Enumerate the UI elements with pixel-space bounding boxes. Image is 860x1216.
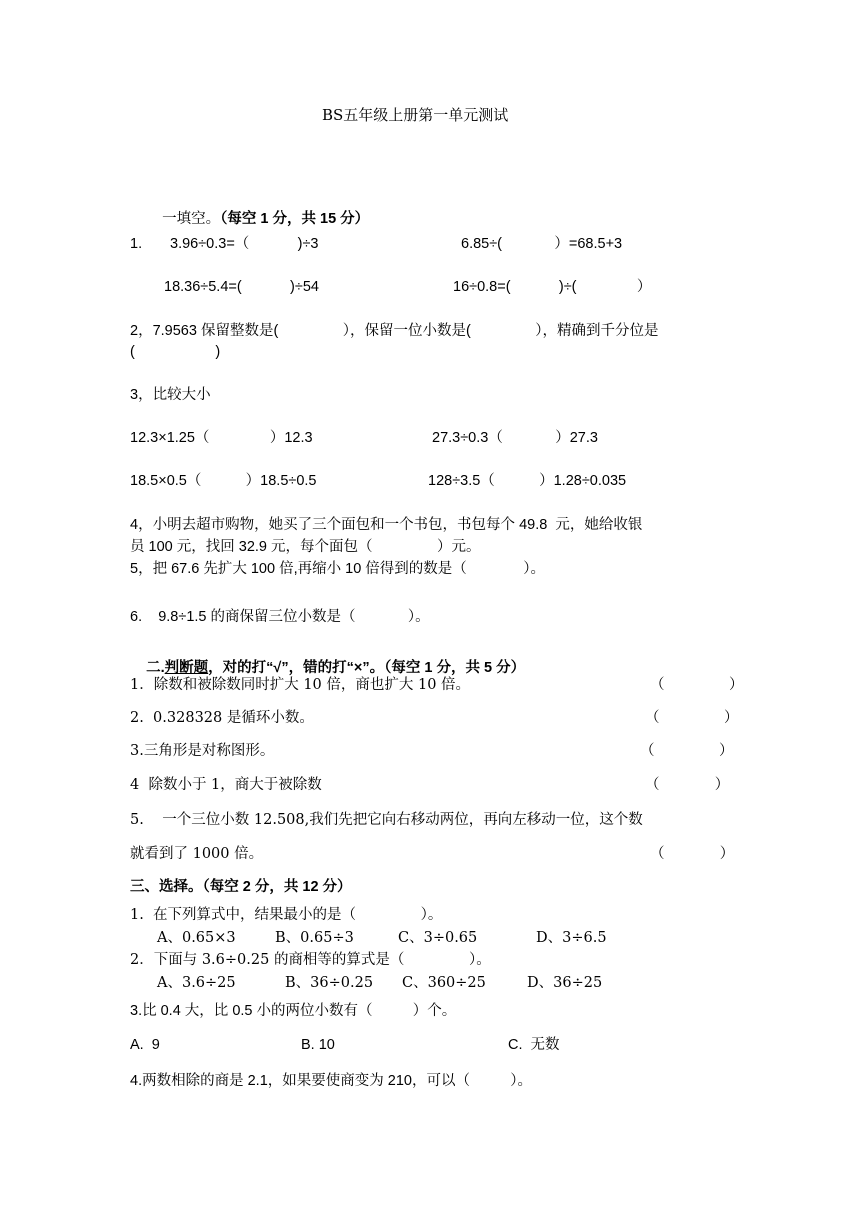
q4-line1: 4，小明去超市购物，她买了三个面包和一个书包，书包每个 49.8 元，她给收银 [130, 517, 643, 533]
q5-text: 5，把 67.6 先扩大 100 倍,再缩小 10 倍得到的数是（ ）。 [130, 561, 545, 577]
choice-q1-option-a: A、0.65×3 [157, 930, 236, 946]
judge-paren-3: （ ） [640, 743, 734, 759]
q3-label: 3，比较大小 [130, 387, 211, 403]
choice-q1-option-b: B、0.65÷3 [275, 930, 354, 946]
choice-q3-option-c: C. 无数 [508, 1037, 560, 1053]
q3-item-d: 128÷3.5（ ）1.28÷0.035 [428, 473, 627, 489]
choice-q1-stem: 1. 在下列算式中，结果最小的是（ ）。 [130, 907, 443, 923]
choice-q2-option-a: A、3.6÷25 [157, 975, 236, 991]
judge-item-4: 4 除数小于 1，商大于被除数 [130, 777, 322, 793]
judge-item-3: 3.三角形是对称图形。 [130, 743, 275, 759]
section2-underlined: 判断题 [164, 660, 209, 676]
judge-item-2: 2. 0.328328 是循环小数。 [130, 710, 314, 726]
choice-q2-option-b: B、36÷0.25 [285, 975, 374, 991]
q3-item-c: 18.5×0.5（ ）18.5÷0.5 [130, 473, 317, 489]
q4-line2: 员 100 元，找回 32.9 元，每个面包（ ）元。 [130, 539, 481, 555]
judge-item-6: 就看到了 1000 倍。 [130, 846, 264, 862]
q2-line1: 2，7.9563 保留整数是( ），保留一位小数是( ），精确到千分位是 [130, 323, 659, 339]
choice-q3-option-b: B. 10 [301, 1037, 335, 1053]
choice-q2-stem: 2．下面与 3.6÷0.25 的商相等的算式是（ ）。 [130, 952, 491, 968]
q1-item-b: 6.85÷( ）=68.5+3 [461, 236, 623, 252]
choice-q4-stem: 4.两数相除的商是 2.1，如果要使商变为 210，可以（ ）。 [130, 1073, 533, 1089]
section2-prefix: 二. [146, 660, 165, 676]
judge-paren-1: （ ） [650, 677, 744, 693]
q3-item-b: 27.3÷0.3（ ）27.3 [432, 430, 598, 446]
judge-item-5: 5. 一个三位小数 12.508,我们先把它向右移动两位，再向左移动一位，这个数 [130, 812, 643, 828]
choice-q1-option-d: D、3÷6.5 [536, 930, 607, 946]
section3-heading: 三、选择。（每空 2 分，共 12 分） [130, 879, 352, 895]
choice-q1-option-c: C、3÷0.65 [398, 930, 478, 946]
page-title: BS五年级上册第一单元测试 [322, 106, 509, 124]
choice-q2-option-c: C、360÷25 [402, 975, 486, 991]
judge-paren-4: （ ） [645, 777, 730, 793]
section1-note: （每空 1 分，共 15 分） [220, 211, 370, 227]
judge-item-1: 1．除数和被除数同时扩大 10 倍，商也扩大 10 倍。 [130, 677, 471, 693]
judge-paren-6: （ ） [650, 846, 735, 862]
section2-rest: ，对的打“√”，错的打“×”。（每空 1 分，共 5 分） [208, 660, 526, 676]
q2-line2: ( ) [130, 344, 221, 360]
choice-q2-option-d: D、36÷25 [527, 975, 603, 991]
q1-item-c: 18.36÷5.4=( )÷54 [164, 279, 319, 295]
q3-item-a: 12.3×1.25（ ）12.3 [130, 430, 313, 446]
choice-q3-stem: 3.比 0.4 大，比 0.5 小的两位小数有（ ）个。 [130, 1003, 457, 1019]
q1-number: 1. [130, 236, 143, 252]
choice-q3-option-a: A. 9 [130, 1037, 160, 1053]
q6-text: 6. 9.8÷1.5 的商保留三位小数是（ ）。 [130, 609, 430, 625]
judge-paren-2: （ ） [645, 710, 739, 726]
q1-item-a: 3.96÷0.3=（ )÷3 [170, 236, 319, 252]
section1-prefix: 一填空。 [162, 211, 221, 227]
q1-item-d: 16÷0.8=( )÷( ） [453, 279, 652, 295]
